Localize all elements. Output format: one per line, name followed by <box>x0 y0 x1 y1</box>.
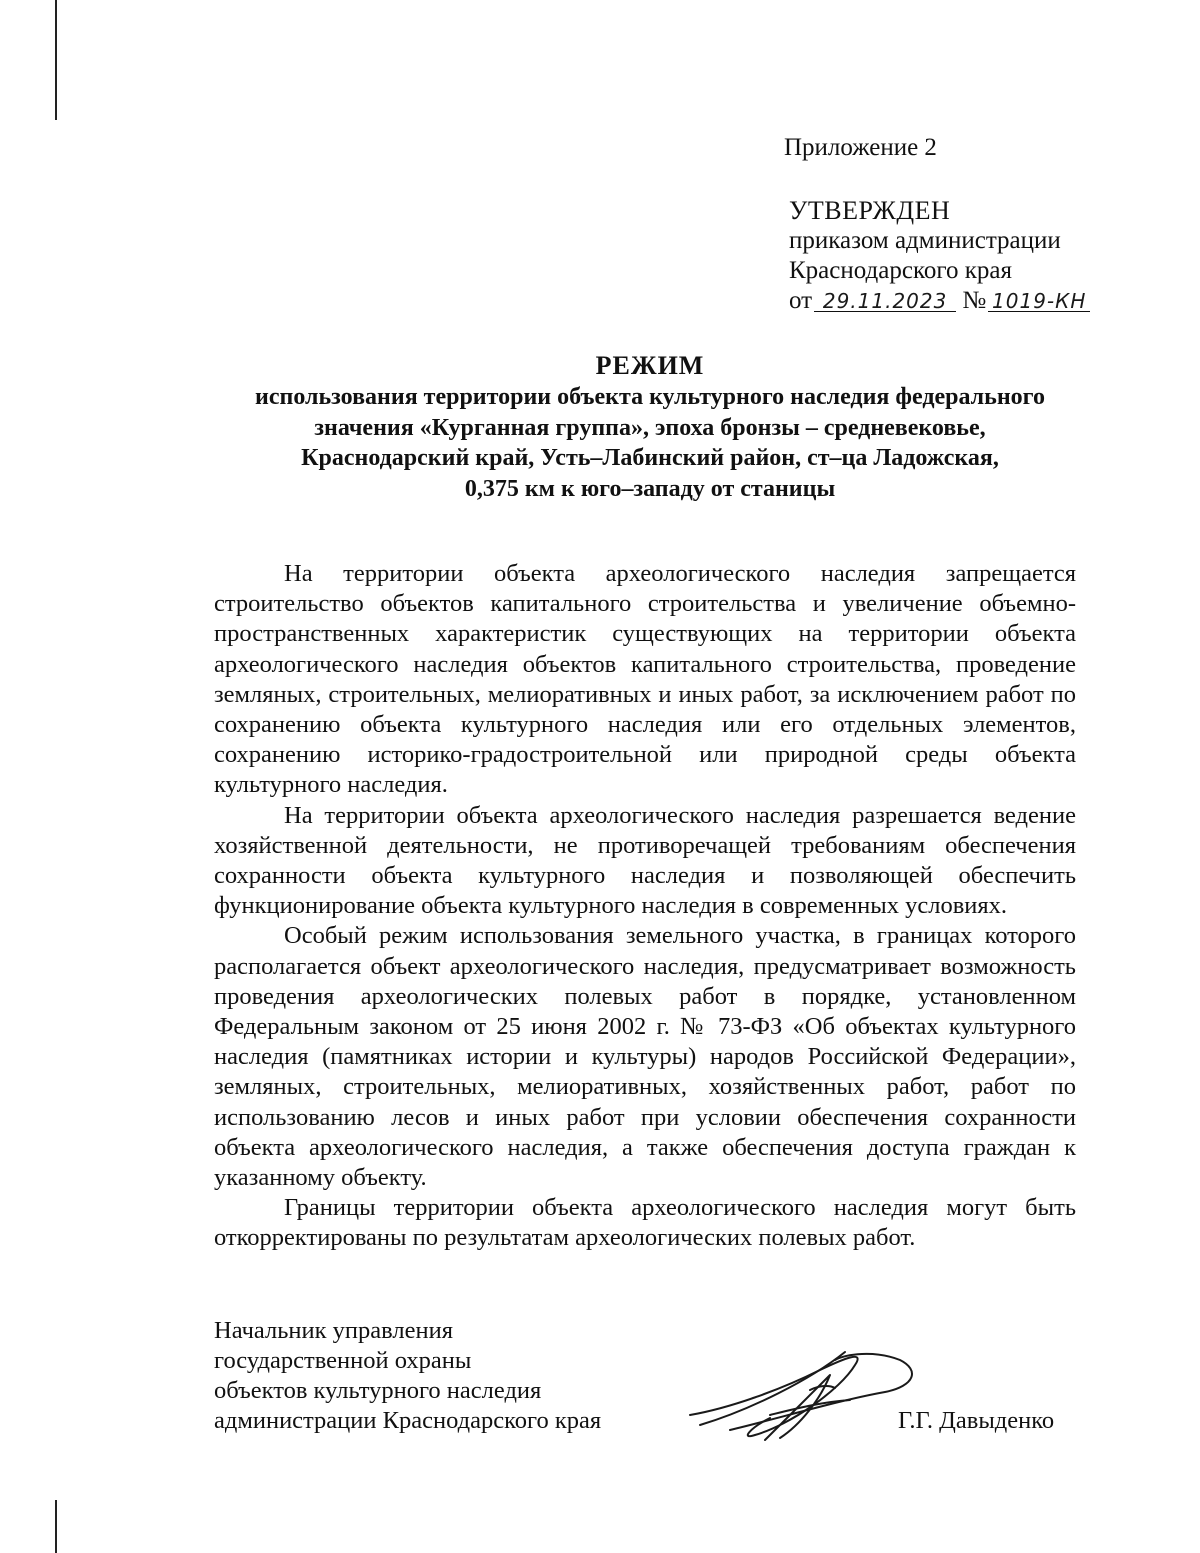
paragraph-special-regime: Особый режим использования земельного участка, в границах которого располагается объект археологического наследия, предусматривает возможность проведения археологических полевых работ в порядке, установленном Федеральным законом от 25 июня 2002 г. № 73-ФЗ «Об объектах культурного наследия (памятниках истории и культуры) народов Российской Федерации», земляных, строительных, мелиоративных, хозяйственных работ, работ по использованию лесов и иных работ при условии обеспечения сохранности объекта археологического наследия, а также обеспечения доступа граждан к указанному объекту. <box>214 922 1076 1192</box>
number-prefix: № <box>962 287 987 314</box>
date-prefix: от <box>789 287 813 314</box>
position-line-2: государственной охраны <box>214 1347 472 1374</box>
approval-date-line <box>789 286 1090 316</box>
appendix-label: Приложение 2 <box>784 134 937 161</box>
handwritten-signature <box>670 1330 930 1460</box>
handwritten-order-number: 1019-КН <box>988 291 1090 312</box>
position-line-1: Начальник управления <box>214 1317 453 1344</box>
approval-block <box>789 196 1090 316</box>
subtitle-line-1: использования территории объекта культурного наследия федерального <box>255 384 1045 410</box>
approved-by-line-2: Краснодарского края <box>789 257 1012 284</box>
handwritten-date: 29.11.2023 <box>814 291 956 312</box>
paragraph-permitted-activity: На территории объекта археологического наследия разрешается ведение хозяйственной деятельности, не противоречащей требованиям обеспечения сохранности объекта культурного наследия и позволяющей обеспечить функционирование объекта культурного наследия в современных условиях. <box>214 801 1076 920</box>
approved-by-line-1: приказом администрации <box>789 227 1061 254</box>
scan-edge-line-top <box>55 0 57 120</box>
scan-edge-line-bottom <box>55 1500 57 1553</box>
subtitle-line-3: Краснодарский край, Усть–Лабинский район, ст–ца Ладожская, <box>301 445 999 471</box>
paragraph-prohibitions: На территории объекта археологического наследия запрещается строительство объектов капитального строительства и увеличение объемно-пространственных характеристик существующих на территории объекта археологического наследия объектов капитального строительства, проведение земляных, строительных, мелиоративных и иных работ, за исключением работ по сохранению объекта культурного наследия или его отдельных элементов, сохранению историко-градостроительной или природной среды объекта культурного наследия. <box>214 560 1076 799</box>
paragraph-boundaries: Границы территории объекта археологического наследия могут быть откорректированы по результатам археологических полевых работ. <box>214 1194 1076 1252</box>
subtitle-line-2: значения «Курганная группа», эпоха бронзы – средневековье, <box>314 414 986 441</box>
subtitle-line-4: 0,375 км к юго–западу от станицы <box>464 475 836 502</box>
position-line-3: объектов культурного наследия <box>214 1377 542 1404</box>
signatory-name: Г.Г. Давыденко <box>898 1407 1055 1434</box>
body-text <box>214 559 1076 1254</box>
position-line-4: администрации Краснодарского края <box>214 1407 602 1434</box>
document-title: РЕЖИМ <box>595 351 705 380</box>
document-subtitle <box>150 382 1150 504</box>
approved-heading: УТВЕРЖДЕН <box>789 196 951 225</box>
signatory-position <box>214 1316 601 1436</box>
